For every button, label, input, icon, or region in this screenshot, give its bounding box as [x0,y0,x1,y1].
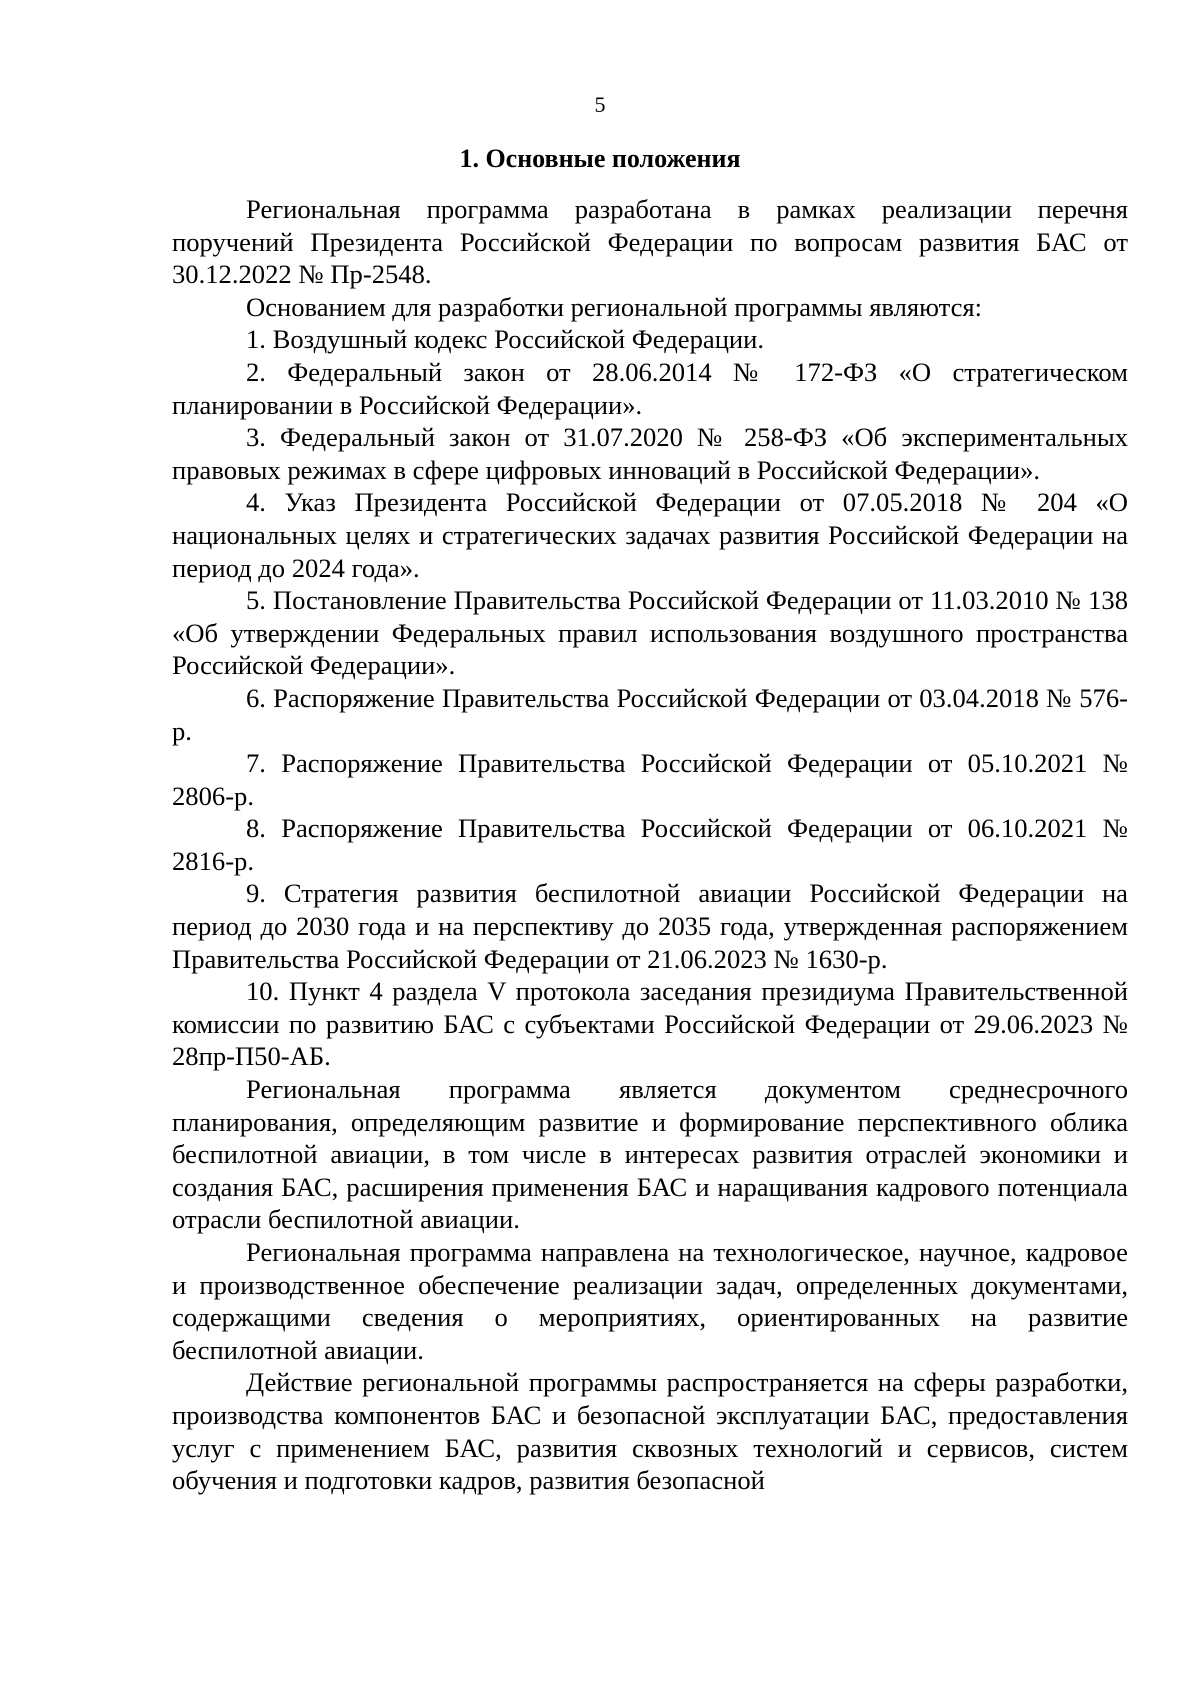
list-item: 2. Федеральный закон от 28.06.2014 № 172-ФЗ «О стратегическом планировании в Российской Федерации». [172,356,1128,420]
list-item: 6. Распоряжение Правительства Российской Федерации от 03.04.2018 № 576-р. [172,682,1128,746]
list-item: 3. Федеральный закон от 31.07.2020 № 258-ФЗ «Об экспериментальных правовых режимах в сфере цифровых инноваций в Российской Федерации». [172,422,1128,485]
paragraph: Региональная программа разработана в рамках реализации перечня поручений Президента Российской Федерации по вопросам развития БАС от 30.12.2022 № Пр-2548. [172,194,1128,290]
list-item: 4. Указ Президента Российской Федерации от 07.05.2018 № 204 «О национальных целях и стратегических задачах развития Российской Федерации на период до 2024 года». [172,487,1128,583]
paragraph: Действие региональной программы распространяется на сферы разработки, производства компонентов БАС и безопасной эксплуатации БАС, предоставления услуг с применением БАС, развития сквозных технологий и сервисов, систем обучения и подготовки кадров, развития безопасной [172,1367,1128,1496]
list-item: 9. Стратегия развития беспилотной авиации Российской Федерации на период до 2030 года и на перспективу до 2035 года, утвержденная распоряжением Правительства Российской Федерации от 21.06.2023 № 1630-р. [172,878,1128,974]
body-text [172,193,1128,1497]
list-item: 5. Постановление Правительства Российской Федерации от 11.03.2010 № 138 «Об утверждении Федеральных правил использования воздушного пространства Российской Федерации». [172,585,1128,681]
list-item: 1. Воздушный кодекс Российской Федерации. [246,324,765,355]
paragraph: Региональная программа является документом среднесрочного планирования, определяющим развитие и формирование перспективного облика беспилотной авиации, в том числе в интересах развития отраслей экономики и создания БАС, расширения применения БАС и наращивания кадрового потенциала отрасли беспилотной авиации. [172,1074,1128,1235]
paragraph: Региональная программа направлена на технологическое, научное, кадровое и производственное обеспечение реализации задач, определенных документами, содержащими сведения о мероприятиях, ориентированных на развитие беспилотной авиации. [172,1237,1128,1365]
list-item: 7. Распоряжение Правительства Российской Федерации от 05.10.2021 № 2806-р. [172,748,1128,811]
list-item: 8. Распоряжение Правительства Российской Федерации от 06.10.2021 № 2816-р. [172,813,1128,876]
section-heading: 1. Основные положения [459,144,741,173]
page-number: 5 [594,92,606,117]
paragraph: Основанием для разработки региональной программы являются: [246,291,983,322]
list-item: 10. Пункт 4 раздела V протокола заседания президиума Правительственной комиссии по развитию БАС с субъектами Российской Федерации от 29.06.2023 № 28пр-П50-АБ. [172,976,1128,1072]
